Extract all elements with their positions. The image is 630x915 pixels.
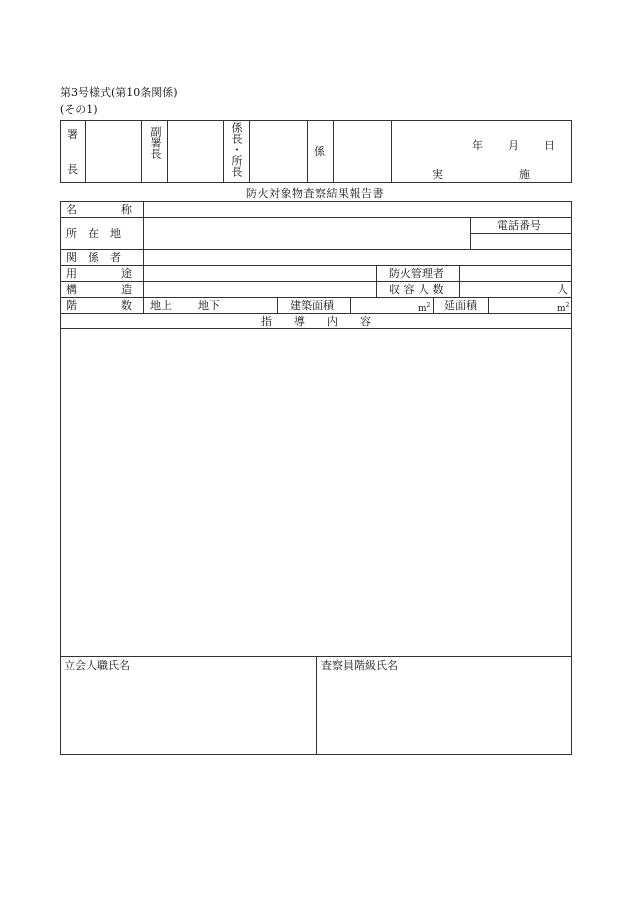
implemented-shi: 施 bbox=[519, 168, 530, 181]
stamp-chief-top: 署 bbox=[67, 128, 78, 141]
field-floors-label: 階 数 bbox=[66, 299, 132, 312]
implemented-jitsu: 実 bbox=[432, 168, 443, 181]
stamp-deputy: 副署長 bbox=[149, 126, 162, 159]
stamp-section-head: 係長・所長 bbox=[230, 122, 243, 177]
guidance-header: 指 導 内 容 bbox=[261, 315, 371, 328]
field-total-area-unit: $m^2$ bbox=[557, 302, 570, 314]
field-total-area-label: 延面積 bbox=[444, 299, 477, 312]
stamp-staff: 係 bbox=[314, 145, 325, 158]
date-month: 月 bbox=[508, 139, 519, 152]
field-capacity-unit: 人 bbox=[557, 283, 568, 296]
stamp-chief-bottom: 長 bbox=[67, 163, 78, 176]
field-related-label: 関 係 者 bbox=[66, 251, 121, 264]
report-title: 防火対象物査察結果報告書 bbox=[246, 187, 384, 200]
field-above-ground: 地上 bbox=[150, 299, 172, 312]
form-number: 第3号様式(第10条関係) bbox=[60, 86, 178, 99]
field-building-area-label: 建築面積 bbox=[290, 299, 334, 312]
field-structure-label: 構 造 bbox=[66, 283, 132, 296]
field-location-label: 所 在 地 bbox=[66, 227, 121, 240]
guidance-content-area[interactable] bbox=[61, 329, 571, 655]
field-building-area-unit: $m^2$ bbox=[418, 302, 431, 314]
field-capacity-label: 収 容 人 数 bbox=[389, 283, 444, 296]
date-day: 日 bbox=[544, 139, 555, 152]
field-use-label: 用 途 bbox=[66, 267, 132, 280]
field-name-label: 名 称 bbox=[66, 203, 132, 216]
witness-label: 立会人職氏名 bbox=[64, 659, 130, 672]
inspector-label: 査察員階級氏名 bbox=[321, 659, 398, 672]
date-year: 年 bbox=[472, 139, 483, 152]
field-below-ground: 地下 bbox=[198, 299, 220, 312]
field-phone-label: 電話番号 bbox=[497, 219, 541, 232]
form-sub-number: (その1) bbox=[60, 103, 98, 116]
field-fire-manager-label: 防火管理者 bbox=[389, 267, 444, 280]
